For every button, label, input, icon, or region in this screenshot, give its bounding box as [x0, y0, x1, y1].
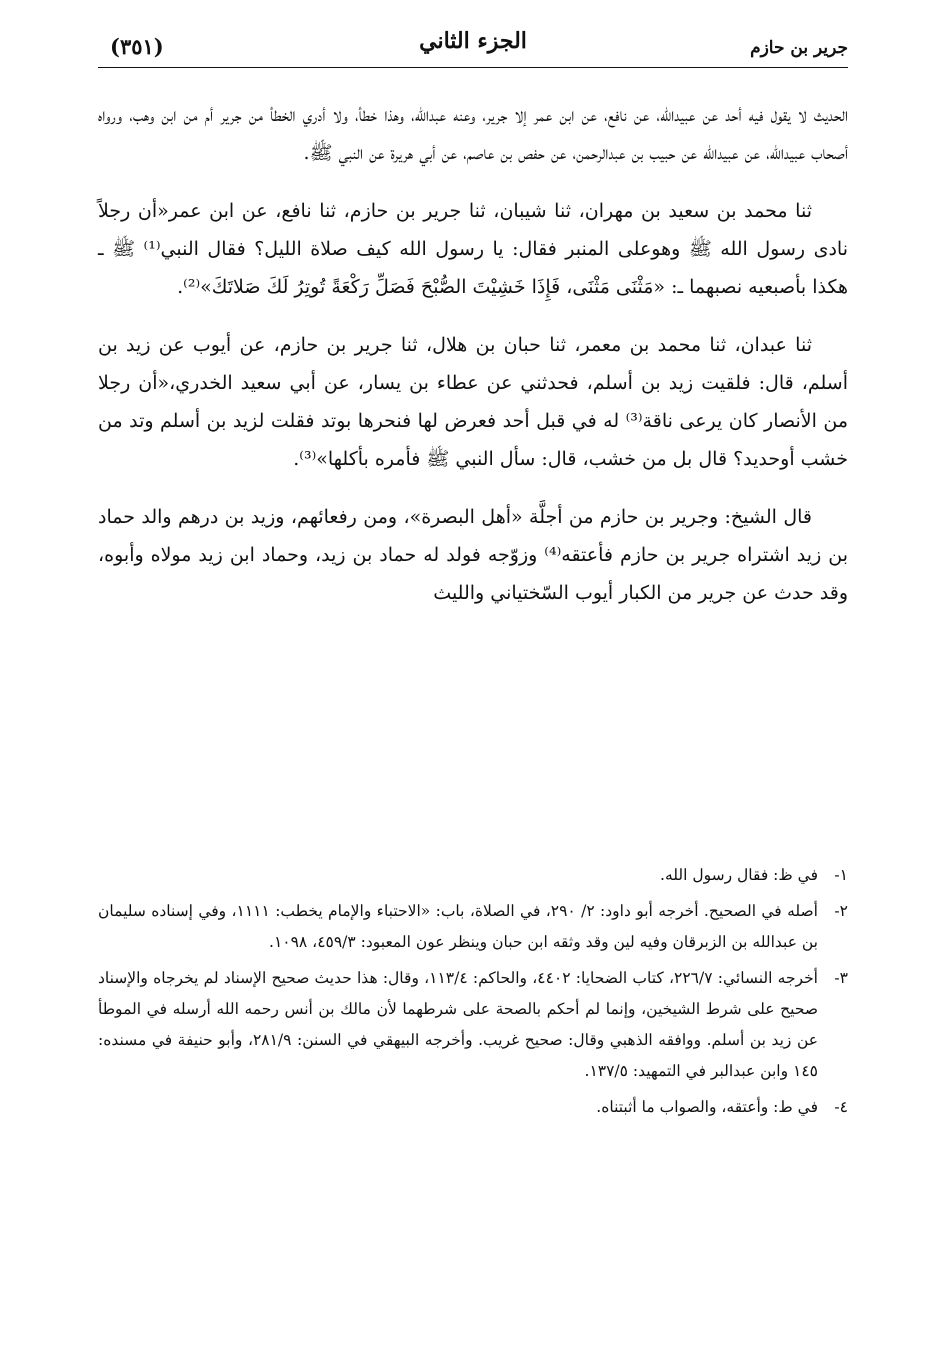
- footnote-number: ٤-: [834, 1098, 848, 1116]
- footnote: [98, 896, 848, 958]
- footnote-number: ٣-: [834, 969, 848, 987]
- header-rule: [98, 67, 848, 68]
- main-text: [98, 96, 848, 632]
- running-head-title: جرير بن حازم: [750, 38, 848, 58]
- volume-label: الجزء الثاني: [419, 28, 527, 54]
- footnote-text: أصله في الصحيح. أخرجه أبو داود: ٢/ ٢٩٠، في الصلاة، باب: «الاحتباء والإمام يخطب: ١١١١، وفي إسناده سليمان بن عبدالله بن الزبرقان وفيه لين وقد وثقه ابن حبان وينظر عون المعبود: ٤٥٩/٣، ١٠٩٨.: [98, 902, 818, 951]
- footnote: [98, 963, 848, 1087]
- paragraph: ثنا عبدان، ثنا محمد بن معمر، ثنا حبان بن هلال، ثنا جرير بن حازم، عن أيوب عن زيد بن أسلم، قال: فلقيت زيد بن أسلم، فحدثني عن عطاء بن يسار، عن أبي سعيد الخدري،«أن رجلا من الأنصار كان يرعى ناقة⁽³⁾ له في قبل أحد فعرض لها فنحرها بوتد فقلت لزيد بن أسلم وتد من خشب أوحديد؟ قال بل من خشب، قال: سأل النبي ﷺ فأمره بأكلها»⁽³⁾.: [98, 334, 849, 470]
- page-header: [98, 24, 848, 68]
- footnote-number: ١-: [834, 866, 848, 884]
- footnote-text: أخرجه النسائي: ٢٢٦/٧، كتاب الضحايا: ٤٤٠٢، والحاكم: ١١٣/٤، وقال: هذا حديث صحيح الإسناد لم يخرجاه والإسناد صحيح على شرط الشيخين، وإنما لم أحكم بالصحة على شرطهما لأن مالك بن أنس رحمه الله أرسله في الموطأ عن زيد بن أسلم. ووافقه الذهبي وقال: صحيح غريب. وأخرجه البيهقي في السنن: ٢٨١/٩، وأبو حنيفة في مسنده: ١٤٥ وابن عبدالبر في التمهيد: ١٣٧/٥.: [98, 969, 818, 1080]
- paragraph: الحديث لا يقول فيه أحد عن عبيدالله، عن نافع، عن ابن عمر إلا جرير، وعنه عبدالله، وهذا خطأ، ولا أدري الخطأ من جرير أم من ابن وهب، ورواه أصحاب عبيدالله، عن عبيدالله عن حبيب بن عبدالرحمن، عن حفص بن عاصم، عن أبي هريرة عن النبي ﷺ.: [98, 104, 848, 164]
- footnote-number: ٢-: [834, 902, 848, 920]
- footnote-text: في ظ: فقال رسول الله.: [660, 866, 818, 884]
- page-number: (٣٥١): [110, 34, 164, 59]
- footnotes: [98, 860, 848, 1128]
- footnote: [98, 1092, 848, 1123]
- footnote-text: في ط: وأعتقه، والصواب ما أثبتناه.: [596, 1098, 818, 1116]
- paragraph: قال الشيخ: وجرير بن حازم من أجلَّة «أهل البصرة»، ومن رفعائهم، وزيد بن درهم والد حماد بن زيد اشتراه جرير بن حازم فأعتقه⁽⁴⁾ وزوّجه فولد له حماد بن زيد، وحماد ابن زيد مولاه وأبوه، وقد حدث عن جرير من الكبار أيوب السّختياني والليث: [98, 506, 848, 604]
- footnote: [98, 860, 848, 891]
- paragraph: ثنا محمد بن سعيد بن مهران، ثنا شيبان، ثنا جرير بن حازم، ثنا نافع، عن ابن عمر«أن رجلاً نادى رسول الله ﷺ وهوعلى المنبر فقال: يا رسول الله كيف صلاة الليل؟ فقال النبي⁽¹⁾ ﷺ ـ هكذا بأصبعيه نصبهما ـ: «مَثْنَى مَثْنَى، فَإِذَا خَشِيْتَ الصُّبْحَ فَصَلِّ رَكْعَةً تُوتِرُ لَكَ صَلاتَكَ»⁽²⁾.: [98, 200, 848, 298]
